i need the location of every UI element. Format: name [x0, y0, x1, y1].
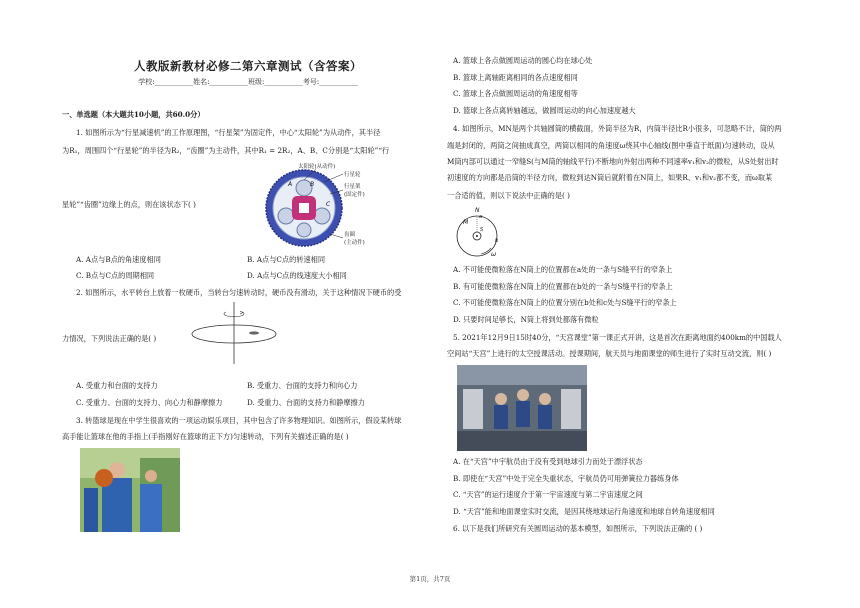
section-heading: 一、单选题（本大题共10小题，共60.0分） — [62, 110, 205, 119]
q3-line1: 3. 转篮球是现在中学生很喜欢的一项运动娱乐项目，其中包含了许多物理知识。如图所示，假设某转球 — [76, 416, 402, 425]
fig1-label-carrier1: 行星架 — [344, 184, 361, 190]
svg-text:S: S — [480, 227, 484, 233]
fig1-label-ring1: 齿圈 — [344, 232, 356, 238]
q1-option-a[interactable]: A. A点与B点的角速度相同 — [76, 255, 161, 264]
svg-text:N: N — [475, 207, 480, 214]
q2-line2: 力情况，下列说法正确的是( ) — [62, 334, 157, 343]
q1-option-d[interactable]: D. A点与C点的线速度大小相同 — [247, 271, 347, 280]
q5-line2: 空间站“天宫”上进行的太空授课活动。授课期间，航天员与地面课堂的师生进行了实时互动交流，则( ) — [447, 349, 772, 358]
q3-line2: 高手能让篮球在他的手指上(手指刚好在篮球的正下方)匀速转动，下列有关描述正确的是( ) — [62, 432, 349, 441]
q3-option-c[interactable]: C. 篮球上各点做圆周运动的角速度相等 — [453, 89, 578, 98]
q1-option-b[interactable]: B. A点与C点的转速相同 — [247, 255, 326, 264]
fig1-label-ring2: (主动件) — [344, 240, 365, 246]
student-info-line: 学校:___________姓名:___________班级:___________考号:___________ — [138, 78, 358, 86]
q3-option-d[interactable]: D. 篮球上各点离转轴越远，做圆周运动的向心加速度越大 — [453, 106, 636, 115]
q3-option-b[interactable]: B. 篮球上离轴距离相同的各点速度相同 — [453, 73, 578, 82]
q6-line1: 6. 以下是我们所研究有关圆周运动的基本模型，如图所示，下列说法正确的 ( ) — [453, 524, 703, 533]
q4-line4: 初速度的方向都是沿筒的半径方向，微粒到达N筒后就附着在N筒上，如果R、v₁和v₂都不变，而ω取某 — [447, 173, 773, 182]
q4-option-b[interactable]: B. 有可能使微粒落在N筒上的位置都在b处的一条与S缝平行的窄条上 — [453, 282, 673, 291]
page-footer: 第1页，共7页 — [409, 575, 451, 583]
fig1-label-sun: 太阳轮(从动件) — [298, 164, 336, 170]
q5-option-c[interactable]: C. “天宫”的运行速度介于第一宇宙速度与第二宇宙速度之间 — [453, 490, 643, 499]
q2-option-d[interactable]: D. 受重力、台面的支持力和静摩擦力 — [247, 398, 365, 407]
q1-option-c[interactable]: C. B点与C点的周期相同 — [76, 271, 155, 280]
q3-option-a[interactable]: A. 篮球上各点做圆周运动的圆心均在球心处 — [453, 56, 593, 65]
page-title: 人教版新教材必修二第六章测试（含答案） — [134, 59, 362, 73]
space-station-photo — [457, 365, 587, 451]
q4-option-d[interactable]: D. 只要时间足够长，N筒上将到处都落有微粒 — [453, 315, 599, 324]
svg-text:a: a — [479, 214, 483, 220]
q4-line1: 4. 如图所示，MN是两个共轴圆筒的横截面，外筒半径为R，内筒半径比R小很多，可忽略不计，筒的两 — [453, 124, 782, 133]
q2-option-c[interactable]: C. 受重力、台面的支持力、向心力和静摩擦力 — [76, 398, 223, 407]
q5-option-a[interactable]: A. 在“天宫”中宇航员由于没有受到地球引力而处于漂浮状态 — [453, 457, 643, 466]
q2-line1: 2. 如图所示，水平转台上放着一枚硬币，当转台匀速转动时，硬币没有滑动，关于这种情况下硬币的受 — [76, 288, 402, 297]
q4-option-c[interactable]: C. 不可能使微粒落在N筒上的位置分别在b处和c处与S缝平行的窄条上 — [453, 298, 677, 307]
basketball-spin-photo — [80, 448, 180, 532]
q5-option-b[interactable]: B. 即使在“天宫”中处于完全失重状态，宇航员仍可用弹簧拉力器练身体 — [453, 474, 679, 483]
q5-option-d[interactable]: D. “天宫”能和地面课堂实时交流，是因其绕地球运行角速度和地球自转角速度相同 — [453, 507, 715, 516]
svg-text:ω: ω — [491, 251, 497, 258]
q4-line5: 一合适的值，则以下说法中正确的是( ) — [447, 191, 570, 200]
q2-option-b[interactable]: B. 受重力、台面的支持力和向心力 — [247, 381, 358, 390]
q2-option-a[interactable]: A. 受重力和台面的支持力 — [76, 381, 158, 390]
q4-line2: 端是封闭的，两筒之间抽成真空，两筒以相同的角速度ω绕其中心轴线(图中垂直于纸面)匀速转动，设从 — [447, 141, 775, 150]
q1-line1: 1. 如图所示为“行星减速机”的工作原理图，“行星架”为固定件，中心“太阳轮”为从动件，其半径 — [76, 128, 381, 137]
turntable-coin-figure — [182, 300, 282, 366]
q1-line3: 星轮”“齿圈”边缘上的点，则在该状态下( ) — [62, 200, 196, 209]
q5-line1: 5. 2021年12月9日15时40分，“天宫课堂”第一课正式开讲，这是首次在距离地面约400km的中国载人 — [453, 333, 782, 342]
fig1-point-a: A — [288, 181, 293, 188]
gear-reducer-figure — [258, 158, 378, 254]
fig1-label-carrier2: (固定件) — [344, 192, 365, 198]
svg-text:M: M — [463, 219, 469, 226]
q4-option-a[interactable]: A. 不可能使微粒落在N筒上的位置都在a处的一条与S缝平行的窄条上 — [453, 265, 673, 274]
fig1-point-c: C — [326, 201, 331, 208]
coaxial-cylinders-figure — [451, 204, 511, 262]
q1-line2: 为R₁，周围四个“行星轮”的半径为R₂，“齿圈”为主动件，其中R₁ = 2R₂，A、B、C分别是“太阳轮”“行 — [62, 146, 390, 155]
fig1-label-planet: 行星轮 — [344, 172, 361, 178]
fig1-point-b: B — [310, 181, 315, 188]
q4-line3: M筒内部可以通过一窄缝S(与M筒的轴线平行)不断地向外射出两种不同速率v₁和v₂的微粒，从S处射出时 — [447, 157, 779, 166]
svg-text:b: b — [495, 238, 499, 244]
